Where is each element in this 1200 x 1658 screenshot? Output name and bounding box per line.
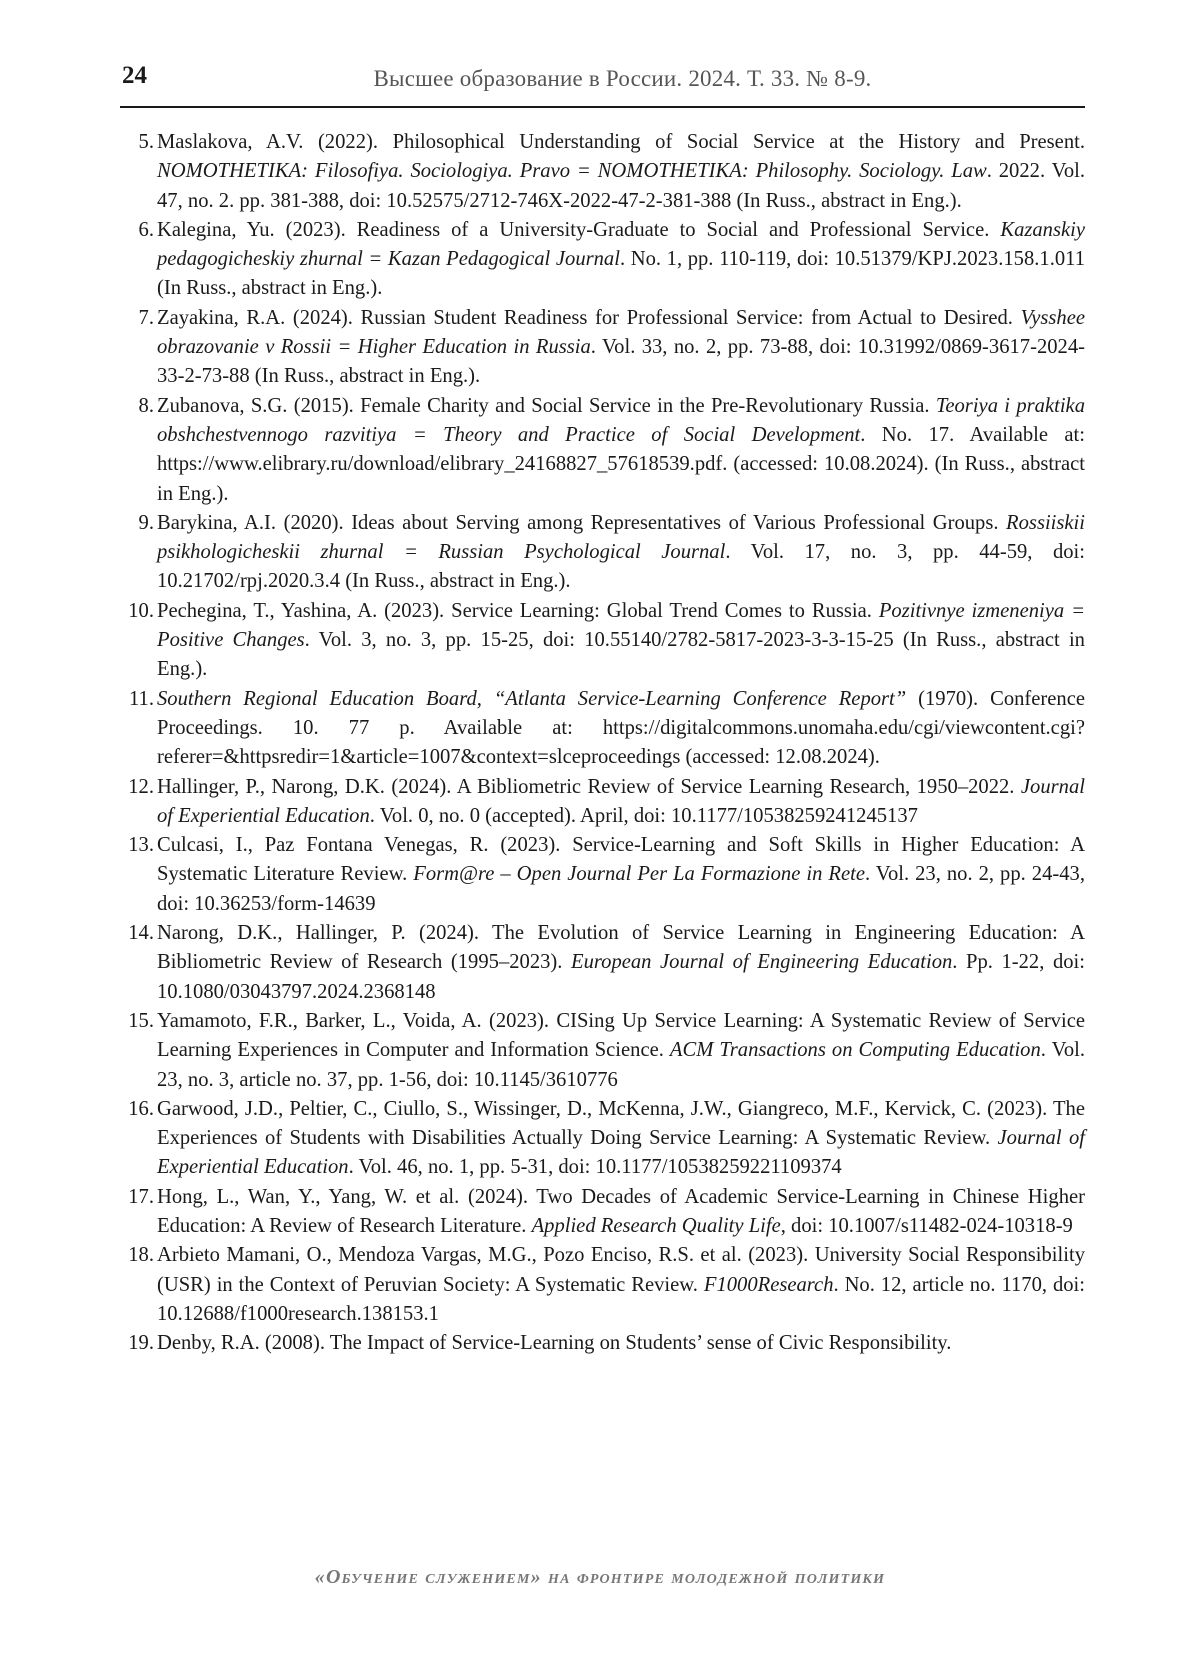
journal-title: Высшее образование в России. 2024. Т. 33. № 8-9. — [373, 66, 872, 91]
reference-text: Barykina, A.I. (2020). Ideas about Serving among Representatives of Various Professional Groups. — [157, 511, 1007, 534]
reference-text: . 2022. Vol. 47, no. 2. pp. 381-388, doi: 10.52575/2712-746X-2022-47-2-381-388 (In Russ., abstract in Eng.). — [157, 160, 1085, 212]
reference-item — [120, 392, 1085, 509]
reference-text: . No. 1, pp. 110-119, doi: 10.51379/KPJ.2023.158.1.011 (In Russ., abstract in Eng.). — [157, 248, 1085, 300]
reference-number: 15. — [128, 1009, 154, 1032]
reference-number: 11. — [129, 687, 154, 710]
reference-text: Yamamoto, F.R., Barker, L., Voida, A. (2023). CISing Up Service Learning: A Systematic Review of Service Learning Experiences in Computer and Information Science. — [157, 1009, 1085, 1062]
reference-number: 18. — [128, 1244, 154, 1267]
reference-text: . Vol. 33, no. 2, pp. 73-88, doi: 10.31992/0869-3617-2024-33-2-73-88 (In Russ., abstract in Eng.). — [157, 336, 1085, 388]
reference-text: Zubanova, S.G. (2015). Female Charity and Social Service in the Pre-Revolutionary Russia. — [157, 394, 936, 417]
reference-source-title: Applied Research Quality Life — [531, 1214, 781, 1237]
reference-item — [120, 773, 1085, 832]
reference-text: . No. 17. Available at: https://www.elibrary.ru/download/elibrary_24168827_57618539.pdf. (accessed: 10.08.2024). (In Russ., abstract in Eng.). — [157, 423, 1085, 505]
reference-number: 10. — [128, 599, 154, 622]
reference-source-title: F1000Research — [703, 1273, 834, 1296]
reference-source-title: Southern Regional Education Board, “Atlanta Service-Learning Conference Report” — [157, 687, 907, 710]
reference-source-title: Journal of Experiential Education — [157, 1127, 1085, 1179]
reference-source-title: European Journal of Engineering Education — [571, 951, 953, 974]
reference-number: 12. — [128, 775, 154, 798]
reference-number: 7. — [138, 306, 154, 329]
reference-number: 17. — [128, 1185, 154, 1208]
reference-text: . No. 12, article no. 1170, doi: 10.12688/f1000research.138153.1 — [157, 1273, 1085, 1325]
reference-source-title: Form@re – Open Journal Per La Formazione in Rete — [413, 863, 865, 886]
reference-text: Hong, L., Wan, Y., Yang, W. et al. (2024). Two Decades of Academic Service-Learning in Chinese Higher Education: A Review of Research Literature. — [157, 1185, 1085, 1237]
reference-source-title: ACM Transactions on Computing Education — [669, 1039, 1041, 1062]
page-header — [120, 58, 1085, 108]
reference-number: 6. — [138, 218, 154, 241]
reference-text: Pechegina, T., Yashina, A. (2023). Service Learning: Global Trend Comes to Russia. — [157, 599, 879, 622]
reference-source-title: Pozitivnye izmeneniya = Positive Changes — [157, 599, 1086, 652]
reference-text: Culcasi, I., Paz Fontana Venegas, R. (2023). Service-Learning and Soft Skills in Higher Education: A Systematic Literature Review. — [157, 834, 1085, 886]
reference-text: . Vol. 3, no. 3, pp. 15-25, doi: 10.55140/2782-5817-2023-3-3-15-25 (In Russ., abstract in Eng.). — [157, 629, 1085, 681]
reference-text: (1970). Conference Proceedings. 10. 77 p. Available at: https://digitalcommons.unomaha.edu/cgi/viewcontent.cgi?referer=&httpsredir=1&article=1007&context=slceproceedings (accessed: 12.08.2024). — [157, 687, 1085, 769]
reference-item — [120, 128, 1085, 216]
reference-item — [120, 1241, 1085, 1329]
reference-number: 9. — [138, 511, 154, 534]
reference-source-title: NOMOTHETIKA: Filosofiya. Sociologiya. Pravo = NOMOTHETIKA: Philosophy. Sociology. Law — [157, 160, 987, 183]
reference-source-title: Vysshee obrazovanie v Rossii = Higher Education in Russia — [157, 306, 1085, 359]
reference-text: . Vol. 23, no. 3, article no. 37, pp. 1-56, doi: 10.1145/3610776 — [157, 1039, 1085, 1091]
reference-item — [120, 1183, 1085, 1242]
reference-item — [120, 1007, 1085, 1095]
reference-source-title: Teoriya i praktika obshchestvennogo razvitiya = Theory and Practice of Social Development — [157, 394, 1085, 446]
reference-text: . Vol. 46, no. 1, pp. 5-31, doi: 10.1177/10538259221109374 — [348, 1156, 842, 1179]
reference-text: Zayakina, R.A. (2024). Russian Student Readiness for Professional Service: from Actual to Desired. — [157, 306, 1021, 329]
reference-text: Arbieto Mamani, O., Mendoza Vargas, M.G., Pozo Enciso, R.S. et al. (2023). University Social Responsibility (USR) in the Context of Peruvian Society: A Systematic Review. — [157, 1244, 1085, 1296]
reference-item — [120, 685, 1085, 773]
reference-item — [120, 304, 1085, 392]
reference-text: Hallinger, P., Narong, D.K. (2024). A Bibliometric Review of Service Learning Research, 1950–2022. — [157, 775, 1021, 798]
reference-text: Denby, R.A. (2008). The Impact of Service-Learning on Students’ sense of Civic Responsibility. — [157, 1332, 952, 1355]
reference-text: . Vol. 17, no. 3, pp. 44-59, doi: 10.21702/rpj.2020.3.4 (In Russ., abstract in Eng.). — [157, 541, 1085, 593]
reference-number: 5. — [138, 131, 154, 153]
reference-item — [120, 831, 1085, 919]
reference-source-title: Journal of Experiential Education — [157, 775, 1085, 827]
page-number: 24 — [122, 62, 147, 89]
reference-item — [120, 1095, 1085, 1183]
running-footer: «Обучение служением» на фронтире молодежной политики — [314, 1566, 886, 1588]
reference-item — [120, 1329, 1085, 1358]
reference-text: . Pp. 1-22, doi: 10.1080/03043797.2024.2368148 — [157, 951, 1085, 1003]
reference-list — [120, 128, 1085, 1358]
reference-text: , doi: 10.1007/s11482-024-10318-9 — [780, 1214, 1073, 1237]
reference-item — [120, 919, 1085, 1007]
reference-text: Garwood, J.D., Peltier, C., Ciullo, S., Wissinger, D., McKenna, J.W., Giangreco, M.F., Kervick, C. (2023). The Experiences of Students with Disabilities Actually Doing Service Learning: A Systematic Review. — [157, 1097, 1085, 1150]
reference-item — [120, 509, 1085, 597]
reference-item — [120, 597, 1085, 685]
reference-text: Kalegina, Yu. (2023). Readiness of a University-Graduate to Social and Professional Service. — [157, 218, 1001, 241]
reference-number: 14. — [128, 922, 154, 945]
reference-number: 16. — [128, 1097, 154, 1120]
reference-text: . Vol. 0, no. 0 (accepted). April, doi: 10.1177/10538259241245137 — [369, 804, 918, 827]
reference-number: 8. — [138, 394, 154, 417]
reference-text: . Vol. 23, no. 2, pp. 24-43, doi: 10.36253/form-14639 — [157, 863, 1085, 915]
reference-text: Narong, D.K., Hallinger, P. (2024). The Evolution of Service Learning in Engineering Education: A Bibliometric Review of Research (1995–2023). — [157, 922, 1085, 974]
reference-source-title: Rossiiskii psikhologicheskii zhurnal = Russian Psychological Journal — [157, 511, 1085, 564]
reference-source-title: Kazanskiy pedagogicheskiy zhurnal = Kazan Pedagogical Journal — [157, 218, 1085, 271]
reference-number: 19. — [128, 1332, 154, 1355]
reference-text: Maslakova, A.V. (2022). Philosophical Understanding of Social Service at the History and Present. — [157, 131, 1085, 153]
reference-item — [120, 216, 1085, 304]
reference-number: 13. — [128, 834, 154, 857]
